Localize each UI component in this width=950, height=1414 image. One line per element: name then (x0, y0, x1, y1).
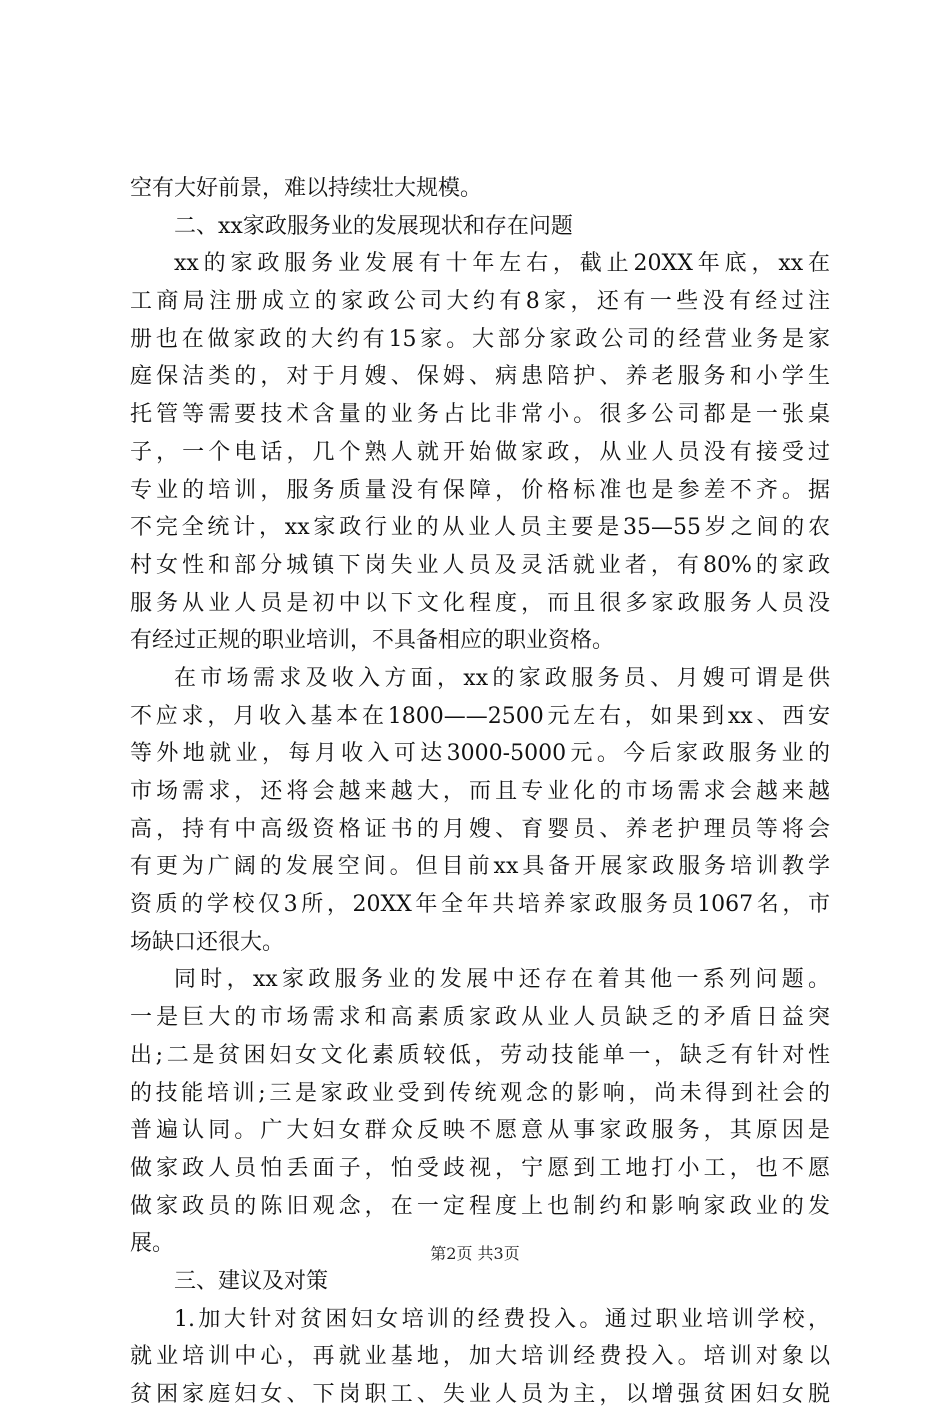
text-line: 三、建议及对策 (174, 1268, 329, 1294)
text-line: 同时，xx家政服务业的发展中还存在着其他一系列问题。 (174, 967, 830, 993)
text-line: 二、xx家政服务业的发展现状和存在问题 (174, 213, 573, 239)
text-line: 服务从业人员是初中以下文化程度，而且很多家政服务人员没 (130, 590, 830, 616)
text-line: xx的家政服务业发展有十年左右，截止20XX年底，xx在 (174, 251, 830, 277)
text-line: 子，一个电话，几个熟人就开始做家政，从业人员没有接受过 (130, 439, 830, 465)
text-line: 就业培训中心，再就业基地，加大培训经费投入。培训对象以 (130, 1344, 830, 1370)
text-line: 高，持有中高级资格证书的月嫂、育婴员、养老护理员等将会 (130, 816, 830, 842)
text-line: 一是巨大的市场需求和高素质家政从业人员缺乏的矛盾日益突 (130, 1005, 830, 1031)
text-line: 展。 (130, 1231, 175, 1257)
text-line: 不应求，月收入基本在1800——2500元左右，如果到xx、西安 (130, 703, 830, 729)
text-line: 出;二是贫困妇女文化素质较低，劳动技能单一，缺乏有针对性 (130, 1042, 830, 1068)
document-body (130, 170, 830, 1414)
text-line: 做家政人员怕丢面子，怕受歧视，宁愿到工地打小工，也不愿 (130, 1155, 830, 1181)
text-line: 等外地就业，每月收入可达3000-5000元。今后家政服务业的 (130, 741, 830, 767)
text-line: 有更为广阔的发展空间。但目前xx具备开展家政服务培训教学 (130, 854, 830, 880)
text-line: 场缺口还很大。 (130, 929, 285, 955)
text-line: 普遍认同。广大妇女群众反映不愿意从事家政服务，其原因是 (130, 1118, 830, 1144)
text-line: 在市场需求及收入方面，xx的家政服务员、月嫂可谓是供 (174, 665, 830, 691)
text-line: 做家政员的陈旧观念，在一定程度上也制约和影响家政业的发 (130, 1193, 830, 1219)
text-line: 工商局注册成立的家政公司大约有8家，还有一些没有经过注 (130, 289, 830, 315)
text-line: 市场需求，还将会越来越大，而且专业化的市场需求会越来越 (130, 779, 830, 804)
text-line: 庭保洁类的，对于月嫂、保姆、病患陪护、养老服务和小学生 (130, 364, 830, 390)
text-line: 贫困家庭妇女、下岗职工、失业人员为主，以增强贫困妇女脱 (130, 1382, 830, 1407)
text-line: 册也在做家政的大约有15家。大部分家政公司的经营业务是家 (130, 326, 830, 352)
text-line: 资质的学校仅3所，20XX年全年共培养家政服务员1067名，市 (130, 892, 830, 918)
text-line: 空有大好前景，难以持续壮大规模。 (130, 176, 483, 201)
text-line: 的技能培训;三是家政业受到传统观念的影响，尚未得到社会的 (130, 1080, 830, 1106)
text-line: 托管等需要技术含量的业务占比非常小。很多公司都是一张桌 (130, 402, 830, 428)
text-line: 专业的培训，服务质量没有保障，价格标准也是参差不齐。据 (130, 477, 830, 503)
text-line: 村女性和部分城镇下岗失业人员及灵活就业者，有80%的家政 (130, 552, 830, 578)
page-footer: 第2页 共3页 (430, 1244, 520, 1263)
text-line: 有经过正规的职业培训，不具备相应的职业资格。 (130, 628, 615, 654)
text-line: 不完全统计，xx家政行业的从业人员主要是35—55岁之间的农 (130, 515, 830, 541)
text-line: 1.加大针对贫困妇女培训的经费投入。通过职业培训学校， (174, 1306, 830, 1332)
